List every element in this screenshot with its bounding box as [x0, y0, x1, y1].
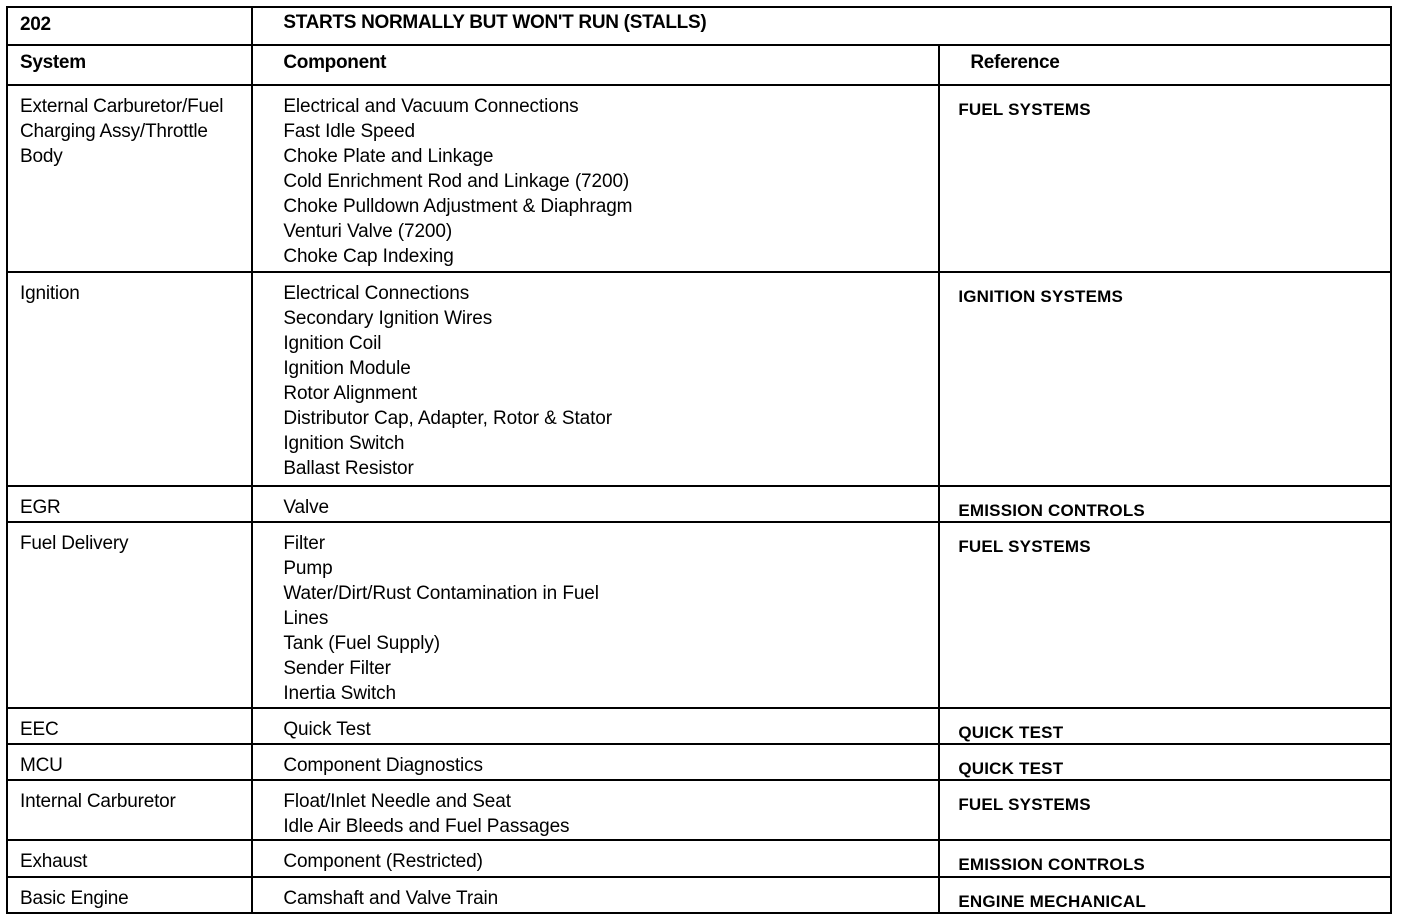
component-cell [252, 744, 939, 780]
reference-cell: EMISSION CONTROLS [939, 840, 1391, 877]
component-item: Sender Filter [283, 658, 391, 679]
system-cell [7, 486, 252, 522]
component-item: Valve [283, 497, 329, 518]
component-item: Choke Pulldown Adjustment & Diaphragm [283, 196, 633, 217]
table-row [7, 840, 1391, 877]
system-label-line: Body [20, 146, 63, 167]
component-item: Rotor Alignment [283, 383, 418, 404]
system-cell [7, 272, 252, 486]
component-item: Choke Cap Indexing [283, 246, 454, 267]
component-item: Camshaft and Valve Train [283, 888, 499, 909]
component-item: Distributor Cap, Adapter, Rotor & Stator [283, 408, 613, 429]
column-header-system: System [7, 45, 252, 85]
component-item: Quick Test [283, 719, 371, 740]
component-item: Filter [283, 533, 325, 554]
system-cell [7, 840, 252, 877]
system-cell [7, 708, 252, 744]
table-row [7, 85, 1391, 272]
table-row [7, 272, 1391, 486]
system-label-line: External Carburetor/Fuel [20, 96, 224, 117]
reference-cell: ENGINE MECHANICAL [939, 877, 1391, 913]
component-cell [252, 780, 939, 840]
column-header-component: Component [252, 45, 939, 85]
component-item: Lines [283, 608, 329, 629]
component-item: Electrical Connections [283, 283, 470, 304]
component-item: Inertia Switch [283, 683, 396, 704]
system-label-line: Fuel Delivery [20, 533, 129, 554]
component-item: Venturi Valve (7200) [283, 221, 453, 242]
reference-cell: EMISSION CONTROLS [939, 486, 1391, 522]
table-row [7, 708, 1391, 744]
component-item: Component (Restricted) [283, 851, 483, 872]
table-header-row [7, 7, 1391, 45]
component-item: Pump [283, 558, 333, 579]
component-item: Ballast Resistor [283, 458, 414, 479]
procedure-code: 202 [7, 7, 252, 45]
component-cell [252, 85, 939, 272]
system-label-line: Exhaust [20, 851, 88, 872]
symptom-title: STARTS NORMALLY BUT WON'T RUN (STALLS) [252, 7, 1391, 45]
system-cell [7, 744, 252, 780]
system-cell [7, 780, 252, 840]
table-row [7, 486, 1391, 522]
system-label-line: Basic Engine [20, 888, 129, 909]
component-item: Choke Plate and Linkage [283, 146, 494, 167]
component-cell [252, 486, 939, 522]
table-row [7, 780, 1391, 840]
column-header-row [7, 45, 1391, 85]
system-cell [7, 522, 252, 708]
reference-cell: FUEL SYSTEMS [939, 522, 1391, 708]
column-header-reference: Reference [939, 45, 1391, 85]
component-item: Ignition Switch [283, 433, 405, 454]
reference-cell: QUICK TEST [939, 708, 1391, 744]
component-item: Fast Idle Speed [283, 121, 415, 142]
system-label-line: MCU [20, 755, 63, 776]
component-item: Float/Inlet Needle and Seat [283, 791, 511, 812]
component-item: Idle Air Bleeds and Fuel Passages [283, 816, 570, 837]
system-label-line: Ignition [20, 283, 80, 304]
reference-cell: IGNITION SYSTEMS [939, 272, 1391, 486]
component-cell [252, 840, 939, 877]
component-cell [252, 522, 939, 708]
reference-cell: QUICK TEST [939, 744, 1391, 780]
table-row [7, 522, 1391, 708]
system-label-line: Charging Assy/Throttle [20, 121, 208, 142]
table-body [7, 7, 1391, 913]
component-item: Component Diagnostics [283, 755, 483, 776]
system-cell [7, 85, 252, 272]
component-item: Secondary Ignition Wires [283, 308, 493, 329]
system-label-line: EEC [20, 719, 59, 740]
component-item: Ignition Coil [283, 333, 382, 354]
component-item: Water/Dirt/Rust Contamination in Fuel [283, 583, 599, 604]
reference-cell: FUEL SYSTEMS [939, 780, 1391, 840]
component-item: Ignition Module [283, 358, 411, 379]
reference-cell: FUEL SYSTEMS [939, 85, 1391, 272]
diagnostic-table [6, 6, 1392, 914]
component-item: Electrical and Vacuum Connections [283, 96, 579, 117]
table-row [7, 744, 1391, 780]
component-cell [252, 272, 939, 486]
system-label-line: Internal Carburetor [20, 791, 176, 812]
system-label-line: EGR [20, 497, 61, 518]
component-cell [252, 708, 939, 744]
component-item: Tank (Fuel Supply) [283, 633, 440, 654]
component-item: Cold Enrichment Rod and Linkage (7200) [283, 171, 630, 192]
